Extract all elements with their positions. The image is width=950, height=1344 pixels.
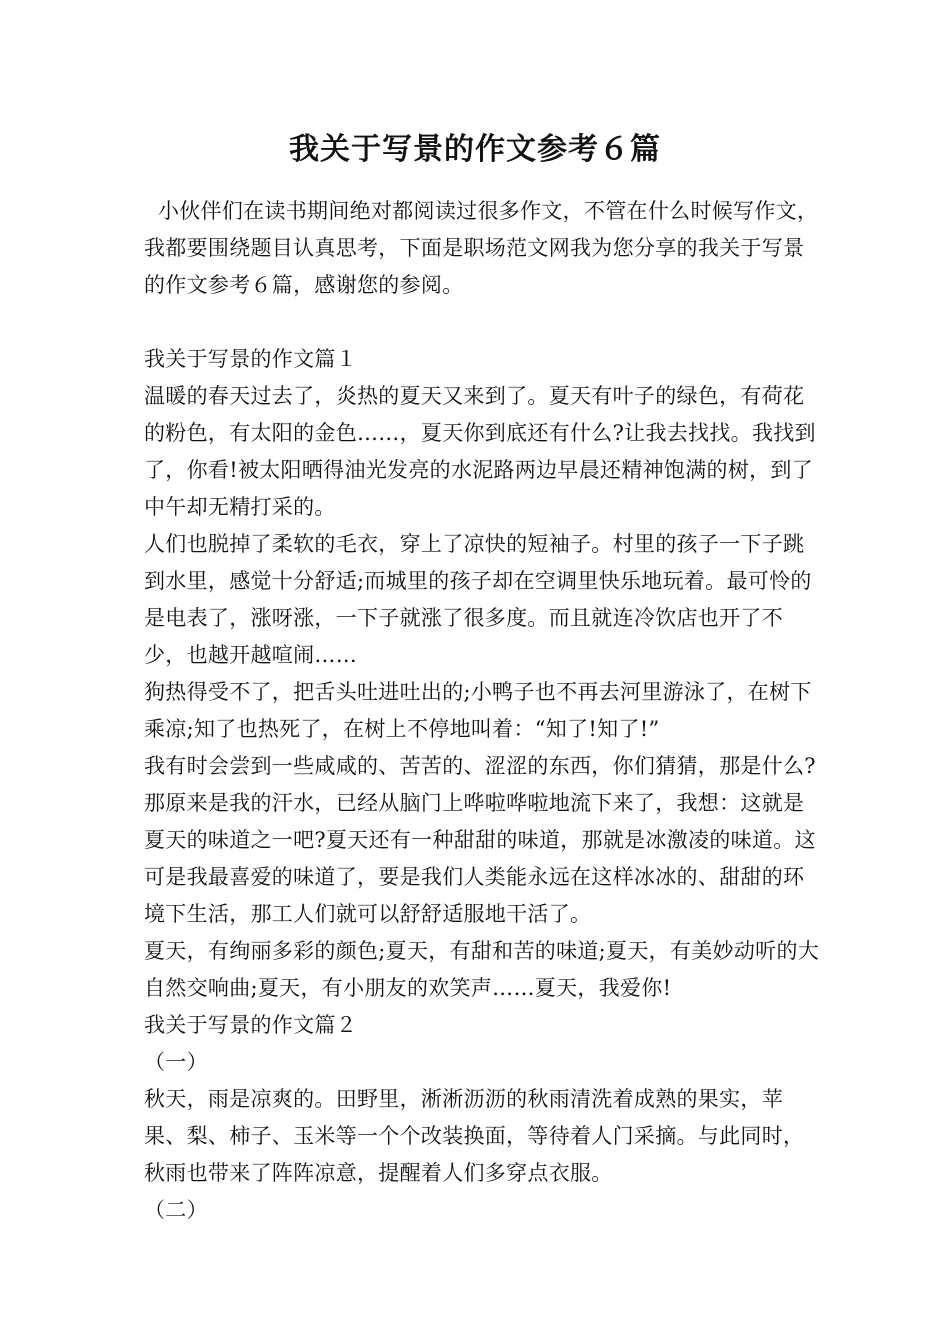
section-1-paragraph-5: 夏天，有绚丽多彩的颜色;夏天，有甜和苦的味道;夏天，有美妙动听的大自然交响曲;夏天，有小朋友的欢笑声……夏天，我爱你!	[144, 939, 820, 1000]
section-1-paragraph-2: 人们也脱掉了柔软的毛衣，穿上了凉快的短袖子。村里的孩子一下子跳到水里，感觉十分舒适;而城里的孩子却在空调里快乐地玩着。最可怜的是电表了，涨呀涨，一下子就涨了很多度。而且就连冷饮店也开了不少，也越开越喧闹……	[144, 532, 812, 667]
section-2-part-1-text: 秋天，雨是凉爽的。田野里，淅淅沥沥的秋雨清洗着成熟的果实，苹果、梨、柿子、玉米等一个个改装换面，等待着人门采摘。与此同时，秋雨也带来了阵阵凉意，提醒着人们多穿点衣服。	[144, 1087, 805, 1185]
section-1-paragraph-4: 我有时会尝到一些咸咸的、苦苦的、涩涩的东西，你们猜猜，那是什么?那原来是我的汗水，已经从脑门上哗啦哗啦地流下来了，我想：这就是夏天的味道之一吧?夏天还有一种甜甜的味道，那就是冰激凌的味道。这可是我最喜爱的味道了，要是我们人类能永远在这样冰冰的、甜甜的环境下生活，那工人们就可以舒舒适服地干活了。	[144, 754, 816, 926]
document-body	[144, 193, 824, 1229]
section-2-part-2-label: （二）	[144, 1198, 208, 1222]
intro-paragraph: 小伙伴们在读书期间绝对都阅读过很多作文，不管在什么时候写作文，我都要围绕题目认真思考，下面是职场范文网我为您分享的我关于写景的作文参考６篇，感谢您的参阅。	[144, 199, 819, 297]
section-1-paragraph-1: 温暖的春天过去了，炎热的夏天又来到了。夏天有叶子的绿色，有荷花的粉色，有太阳的金色……，夏天你到底还有什么?让我去找找。我找到了，你看!被太阳晒得油光发亮的水泥路两边早晨还精神饱满的树，到了中午却无精打采的。	[144, 384, 816, 519]
section-1-paragraph-3: 狗热得受不了，把舌头吐进吐出的;小鸭子也不再去河里游泳了，在树下乘凉;知了也热死了，在树上不停地叫着：“知了!知了!”	[144, 680, 812, 741]
section-2-part-1-label: （一）	[144, 1050, 208, 1074]
page-title: 我关于写景的作文参考６篇	[289, 132, 661, 167]
section-1-heading: 我关于写景的作文篇１	[144, 347, 357, 371]
section-2-heading: 我关于写景的作文篇２	[144, 1013, 357, 1037]
paragraph-gap	[144, 304, 824, 341]
